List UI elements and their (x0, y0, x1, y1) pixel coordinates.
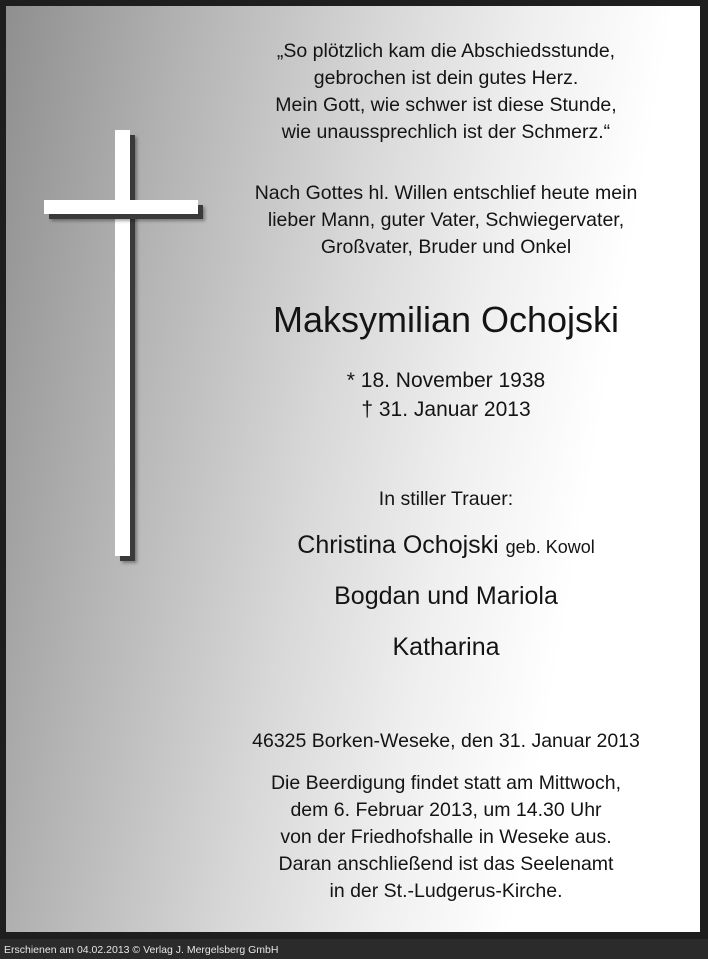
mourning-label: In stiller Trauer: (378, 488, 514, 510)
birth-date: * 18. November 1938 (346, 369, 546, 392)
announcement-line: lieber Mann, guter Vater, Schwiegervater, (267, 209, 625, 231)
poem-line: wie unaussprechlich ist der Schmerz.“ (281, 121, 611, 143)
mourner-child: Katharina (392, 633, 500, 661)
poem-line: Mein Gott, wie schwer ist diese Stunde, (275, 94, 617, 116)
funeral-line: Die Beerdigung findet statt am Mittwoch, (270, 772, 622, 794)
poem-line: gebrochen ist dein gutes Herz. (313, 67, 579, 89)
obituary-notice (6, 6, 700, 932)
announcement-line: Großvater, Bruder und Onkel (320, 236, 572, 258)
funeral-line: Daran anschließend ist das Seelenamt (278, 853, 614, 875)
mourner-children: Bogdan und Mariola (334, 582, 558, 610)
death-announcement (206, 180, 686, 261)
funeral-line: in der St.-Ludgerus-Kirche. (329, 880, 563, 902)
funeral-details (206, 770, 686, 905)
mourner-spouse (206, 530, 686, 562)
announcement-line: Nach Gottes hl. Willen entschlief heute mein (254, 182, 638, 204)
publication-footer: Erschienen am 04.02.2013 © Verlag J. Mergelsberg GmbH (4, 944, 279, 956)
life-dates (206, 366, 686, 424)
funeral-line: dem 6. Februar 2013, um 14.30 Uhr (290, 799, 602, 821)
mourner-name: Christina Ochojski (297, 531, 499, 559)
death-date: † 31. Januar 2013 (361, 398, 531, 421)
cross-horizontal-beam (44, 200, 198, 214)
memorial-poem (206, 38, 686, 146)
poem-line: „So plötzlich kam die Abschiedsstunde, (276, 40, 616, 62)
deceased-name: Maksymilian Ochojski (272, 299, 620, 340)
cross-vertical-beam (115, 130, 130, 556)
place-and-date: 46325 Borken-Weseke, den 31. Januar 2013 (252, 730, 640, 752)
funeral-line: von der Friedhofshalle in Weseke aus. (280, 826, 612, 848)
maiden-name: geb. Kowol (505, 537, 595, 557)
